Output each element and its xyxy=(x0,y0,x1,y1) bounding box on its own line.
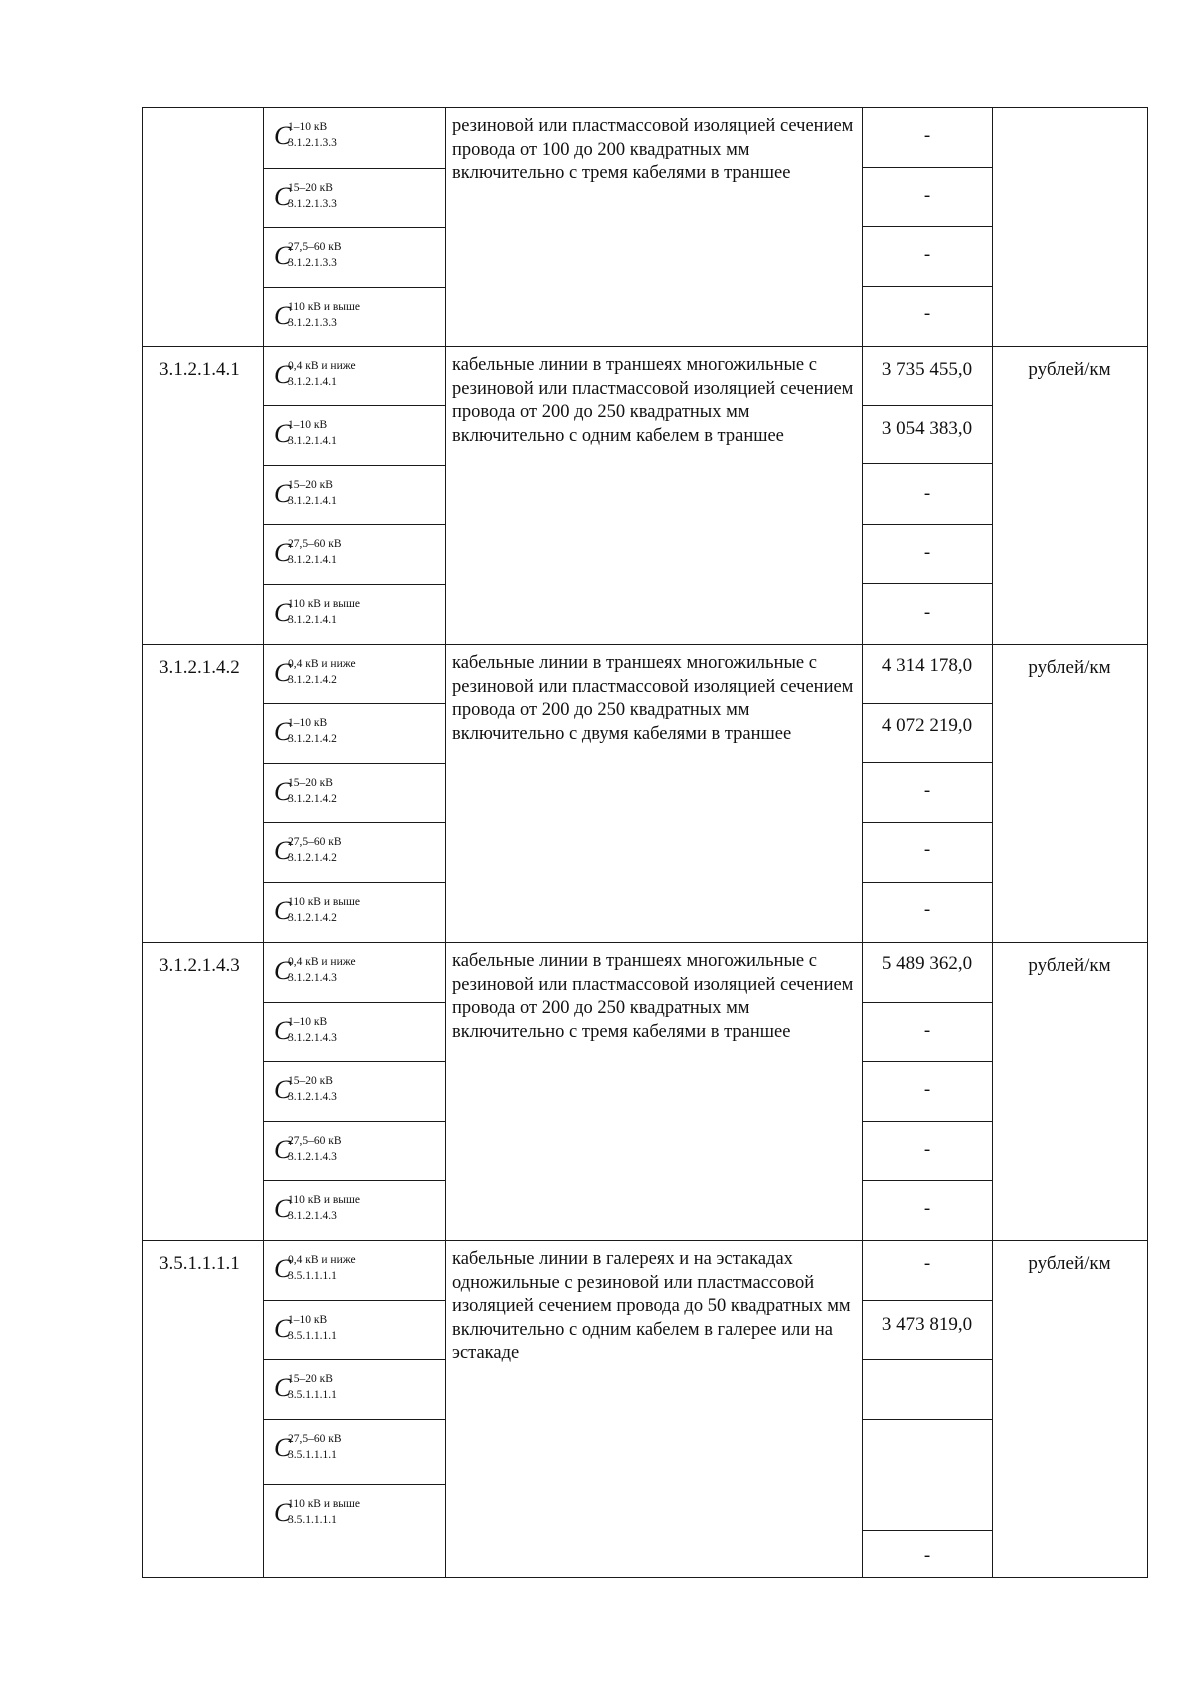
rate-value: 3 473 819,0 xyxy=(881,1314,973,1335)
voltage-class-label: 0,4 кВ и ниже xyxy=(288,360,356,372)
tariff-symbol xyxy=(274,421,444,455)
voltage-class-label: 27,5–60 кВ xyxy=(288,538,342,550)
table-rule-vertical xyxy=(1147,107,1148,1578)
tariff-index-label: 3.1.2.1.3.3 xyxy=(288,198,337,210)
table-rule-horizontal xyxy=(862,703,993,704)
tariff-index-label: 3.1.2.1.4.2 xyxy=(288,912,337,924)
voltage-class-label: 0,4 кВ и ниже xyxy=(288,956,356,968)
tariff-index-label: 3.1.2.1.4.3 xyxy=(288,1032,337,1044)
table-rule-horizontal xyxy=(263,524,446,525)
table-rule-horizontal xyxy=(862,1180,993,1181)
tariff-symbol-letter: C xyxy=(274,956,292,985)
tariff-symbol-letter: C xyxy=(274,241,292,270)
tariff-index-label: 3.5.1.1.1.1 xyxy=(288,1389,337,1401)
tariff-index-label: 3.1.2.1.4.1 xyxy=(288,376,337,388)
rate-value: 5 489 362,0 xyxy=(881,953,973,974)
table-rule-vertical xyxy=(142,107,143,1578)
table-rule-horizontal xyxy=(862,762,993,763)
table-rule-horizontal xyxy=(263,1061,446,1062)
table-rule-horizontal xyxy=(263,882,446,883)
tariff-symbol xyxy=(274,1018,444,1052)
rate-value: - xyxy=(923,483,931,504)
tariff-index-label: 3.1.2.1.4.3 xyxy=(288,1210,337,1222)
tariff-index-label: 3.1.2.1.4.2 xyxy=(288,674,337,686)
tariff-symbol xyxy=(274,362,444,396)
table-rule-horizontal xyxy=(263,1300,446,1301)
tariff-index-label: 3.5.1.1.1.1 xyxy=(288,1514,337,1526)
tariff-symbol-letter: C xyxy=(274,717,292,746)
row-description: кабельные линии в галереях и на эстакадах одножильные с резиновой или пластмассовой изоляцией сечением провода до 50 квадратных мм включительно с одним кабелем в галерее или на эстакаде xyxy=(452,1249,851,1363)
tariff-symbol xyxy=(274,184,444,218)
tariff-symbol xyxy=(274,1137,444,1171)
table-rule-horizontal xyxy=(862,822,993,823)
rate-value: - xyxy=(923,1020,931,1041)
tariff-index-label: 3.1.2.1.3.3 xyxy=(288,257,337,269)
rate-value: - xyxy=(923,185,931,206)
tariff-symbol xyxy=(274,719,444,753)
tariff-symbol-letter: C xyxy=(274,1194,292,1223)
rate-value: - xyxy=(923,1198,931,1219)
table-rule-horizontal xyxy=(263,1121,446,1122)
table-rule-horizontal xyxy=(142,942,1148,943)
voltage-class-label: 27,5–60 кВ xyxy=(288,1433,342,1445)
table-rule-horizontal xyxy=(263,1002,446,1003)
table-rule-horizontal xyxy=(263,1359,446,1360)
tariff-symbol xyxy=(274,1435,444,1469)
table-rule-horizontal xyxy=(263,822,446,823)
table-rule-horizontal xyxy=(862,1530,993,1531)
table-rule-horizontal xyxy=(263,227,446,228)
voltage-class-label: 15–20 кВ xyxy=(288,1075,333,1087)
row-code: 3.5.1.1.1.1 xyxy=(159,1253,240,1274)
tariff-symbol-letter: C xyxy=(274,896,292,925)
tariff-index-label: 3.1.2.1.4.1 xyxy=(288,435,337,447)
tariff-index-label: 3.1.2.1.4.1 xyxy=(288,614,337,626)
rate-value: - xyxy=(923,899,931,920)
table-rule-horizontal xyxy=(862,286,993,287)
voltage-class-label: 1–10 кВ xyxy=(288,121,328,133)
table-rule-horizontal xyxy=(862,405,993,406)
table-rule-horizontal xyxy=(862,524,993,525)
table-rule-horizontal xyxy=(263,287,446,288)
voltage-class-label: 15–20 кВ xyxy=(288,479,333,491)
tariff-symbol xyxy=(274,481,444,515)
tariff-symbol xyxy=(274,243,444,277)
row-code: 3.1.2.1.4.1 xyxy=(159,359,240,380)
tariff-symbol-letter: C xyxy=(274,479,292,508)
tariff-symbol-letter: C xyxy=(274,836,292,865)
tariff-symbol xyxy=(274,779,444,813)
table-rule-horizontal xyxy=(862,882,993,883)
rate-value: - xyxy=(923,1079,931,1100)
rate-value: 4 314 178,0 xyxy=(881,655,973,676)
table-rule-horizontal xyxy=(862,1359,993,1360)
tariff-symbol-letter: C xyxy=(274,777,292,806)
tariff-index-label: 3.1.2.1.4.1 xyxy=(288,554,337,566)
rate-value: 4 072 219,0 xyxy=(881,715,973,736)
table-rule-horizontal xyxy=(862,1002,993,1003)
tariff-symbol-letter: C xyxy=(274,1135,292,1164)
rate-value: - xyxy=(923,602,931,623)
voltage-class-label: 0,4 кВ и ниже xyxy=(288,1254,356,1266)
table-rule-horizontal xyxy=(263,405,446,406)
table-rule-horizontal xyxy=(862,226,993,227)
table-rule-horizontal xyxy=(263,1484,446,1485)
rate-value: - xyxy=(923,1253,931,1274)
tariff-symbol-letter: C xyxy=(274,182,292,211)
tariff-symbol xyxy=(274,1375,444,1409)
table-rule-horizontal xyxy=(263,584,446,585)
tariff-symbol xyxy=(274,1077,444,1111)
table-rule-horizontal xyxy=(862,1300,993,1301)
tariff-symbol-letter: C xyxy=(274,1075,292,1104)
tariff-symbol-letter: C xyxy=(274,658,292,687)
table-rule-vertical xyxy=(992,107,993,1578)
tariff-symbol-letter: C xyxy=(274,1254,292,1283)
rate-value: 3 054 383,0 xyxy=(881,418,973,439)
table-rule-horizontal xyxy=(263,1180,446,1181)
table-rule-horizontal xyxy=(142,1240,1148,1241)
tariff-index-label: 3.1.2.1.4.2 xyxy=(288,852,337,864)
tariff-index-label: 3.1.2.1.4.2 xyxy=(288,793,337,805)
rate-value: - xyxy=(923,244,931,265)
table-rule-horizontal xyxy=(263,1419,446,1420)
tariff-symbol xyxy=(274,958,444,992)
tariff-symbol-letter: C xyxy=(274,360,292,389)
tariff-symbol xyxy=(274,600,444,634)
tariff-index-label: 3.5.1.1.1.1 xyxy=(288,1270,337,1282)
table-rule-horizontal xyxy=(862,1419,993,1420)
row-description: кабельные линии в траншеях многожильные с резиновой или пластмассовой изоляцией сечением провода от 200 до 250 квадратных мм включительно с тремя кабелями в траншее xyxy=(452,951,854,1042)
tariff-symbol xyxy=(274,660,444,694)
row-description: резиновой или пластмассовой изоляцией сечением провода от 100 до 200 квадратных мм включительно с тремя кабелями в траншее xyxy=(452,116,854,183)
tariff-index-label: 3.1.2.1.3.3 xyxy=(288,137,337,149)
rate-value: - xyxy=(923,1139,931,1160)
voltage-class-label: 110 кВ и выше xyxy=(288,1194,360,1206)
tariff-symbol-letter: C xyxy=(274,598,292,627)
table-rule-horizontal xyxy=(263,168,446,169)
tariff-index-label: 3.1.2.1.4.3 xyxy=(288,1151,337,1163)
table-rule-horizontal xyxy=(263,763,446,764)
rate-value: - xyxy=(923,839,931,860)
voltage-class-label: 110 кВ и выше xyxy=(288,896,360,908)
voltage-class-label: 110 кВ и выше xyxy=(288,598,360,610)
tariff-symbol xyxy=(274,838,444,872)
tariff-symbol xyxy=(274,540,444,574)
tariff-symbol-letter: C xyxy=(274,1373,292,1402)
row-unit: рублей/км xyxy=(1028,359,1111,380)
tariff-symbol xyxy=(274,123,444,157)
voltage-class-label: 27,5–60 кВ xyxy=(288,241,342,253)
voltage-class-label: 15–20 кВ xyxy=(288,777,333,789)
table-rule-horizontal xyxy=(862,1121,993,1122)
tariff-symbol-letter: C xyxy=(274,419,292,448)
voltage-class-label: 1–10 кВ xyxy=(288,1314,328,1326)
tariff-symbol-letter: C xyxy=(274,1016,292,1045)
tariff-index-label: 3.1.2.1.4.2 xyxy=(288,733,337,745)
voltage-class-label: 27,5–60 кВ xyxy=(288,836,342,848)
tariff-symbol-letter: C xyxy=(274,1314,292,1343)
row-unit: рублей/км xyxy=(1028,1253,1111,1274)
table-rule-horizontal xyxy=(142,644,1148,645)
rate-value: - xyxy=(923,780,931,801)
tariff-symbol xyxy=(274,1256,444,1290)
rate-value: - xyxy=(923,125,931,146)
row-description: кабельные линии в траншеях многожильные с резиновой или пластмассовой изоляцией сечением провода от 200 до 250 квадратных мм включительно с двумя кабелями в траншее xyxy=(452,653,854,744)
row-unit: рублей/км xyxy=(1028,657,1111,678)
tariff-index-label: 3.5.1.1.1.1 xyxy=(288,1330,337,1342)
voltage-class-label: 110 кВ и выше xyxy=(288,1498,360,1510)
rate-value: - xyxy=(923,303,931,324)
tariff-symbol-letter: C xyxy=(274,538,292,567)
tariff-symbol xyxy=(274,898,444,932)
tariff-index-label: 3.5.1.1.1.1 xyxy=(288,1449,337,1461)
table-rule-horizontal xyxy=(142,107,1148,108)
table-rule-horizontal xyxy=(862,1061,993,1062)
voltage-class-label: 0,4 кВ и ниже xyxy=(288,658,356,670)
tariff-symbol-letter: C xyxy=(274,1433,292,1462)
voltage-class-label: 15–20 кВ xyxy=(288,182,333,194)
tariff-index-label: 3.1.2.1.3.3 xyxy=(288,317,337,329)
table-rule-horizontal xyxy=(142,346,1148,347)
table-rule-horizontal xyxy=(862,583,993,584)
tariff-index-label: 3.1.2.1.4.1 xyxy=(288,495,337,507)
rate-value: - xyxy=(923,1545,931,1566)
rate-value: 3 735 455,0 xyxy=(881,359,973,380)
table-rule-horizontal xyxy=(862,167,993,168)
tariff-symbol xyxy=(274,303,444,337)
rate-value: - xyxy=(923,542,931,563)
table-rule-vertical xyxy=(445,107,446,1578)
tariff-symbol-letter: C xyxy=(274,1498,292,1527)
row-code: 3.1.2.1.4.2 xyxy=(159,657,240,678)
tariff-symbol-letter: C xyxy=(274,301,292,330)
voltage-class-label: 110 кВ и выше xyxy=(288,301,360,313)
tariff-index-label: 3.1.2.1.4.3 xyxy=(288,1091,337,1103)
row-code: 3.1.2.1.4.3 xyxy=(159,955,240,976)
tariff-symbol xyxy=(274,1196,444,1230)
voltage-class-label: 1–10 кВ xyxy=(288,419,328,431)
voltage-class-label: 1–10 кВ xyxy=(288,1016,328,1028)
table-rule-horizontal xyxy=(142,1577,1148,1578)
voltage-class-label: 1–10 кВ xyxy=(288,717,328,729)
tariff-symbol-letter: C xyxy=(274,121,292,150)
tariff-symbol xyxy=(274,1316,444,1350)
table-rule-horizontal xyxy=(862,463,993,464)
voltage-class-label: 15–20 кВ xyxy=(288,1373,333,1385)
tariff-index-label: 3.1.2.1.4.3 xyxy=(288,972,337,984)
row-description: кабельные линии в траншеях многожильные с резиновой или пластмассовой изоляцией сечением провода от 200 до 250 квадратных мм включительно с одним кабелем в траншее xyxy=(452,355,854,446)
voltage-class-label: 27,5–60 кВ xyxy=(288,1135,342,1147)
table-rule-horizontal xyxy=(263,465,446,466)
tariff-symbol xyxy=(274,1500,444,1534)
table-rule-horizontal xyxy=(263,703,446,704)
row-unit: рублей/км xyxy=(1028,955,1111,976)
table-rule-vertical xyxy=(263,107,264,1578)
